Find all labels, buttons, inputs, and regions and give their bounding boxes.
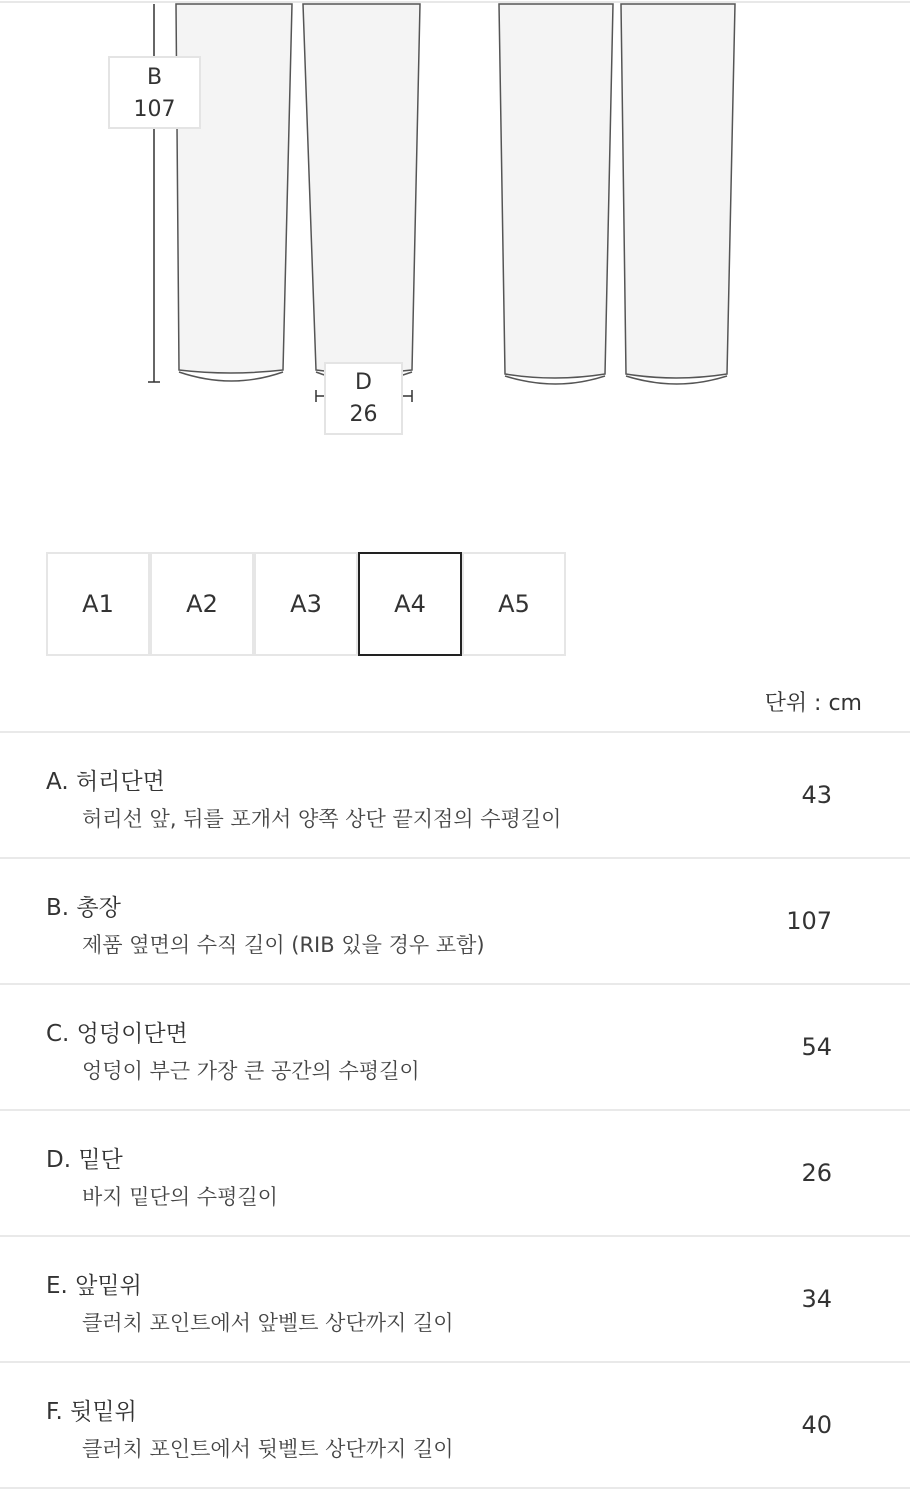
measurement-table <box>0 731 910 1489</box>
pants-diagram <box>0 0 910 480</box>
measurement-row-b <box>0 857 910 983</box>
row-title: F. 뒷밑위 <box>46 1399 137 1425</box>
row-value: 40 <box>801 1411 832 1439</box>
measurement-row-f <box>0 1361 910 1489</box>
measurement-row-e <box>0 1235 910 1361</box>
row-description: 허리선 앞, 뒤를 포개서 양쪽 상단 끝지점의 수평길이 <box>82 807 562 831</box>
row-value: 107 <box>786 907 832 935</box>
dimension-letter-b: B <box>146 65 163 90</box>
unit-label: 단위 : cm <box>764 691 862 716</box>
row-value: 34 <box>801 1285 832 1313</box>
row-value: 26 <box>801 1159 832 1187</box>
size-button-a4[interactable]: A4 <box>358 552 462 656</box>
row-title: D. 밑단 <box>46 1147 123 1173</box>
dimension-value-b: 107 <box>133 97 176 122</box>
row-description: 바지 밑단의 수평길이 <box>82 1185 278 1209</box>
size-button-a3[interactable]: A3 <box>254 552 358 656</box>
measurement-row-d <box>0 1109 910 1235</box>
row-title: C. 엉덩이단면 <box>46 1021 188 1047</box>
row-title: A. 허리단면 <box>46 769 165 795</box>
dimension-letter-d: D <box>355 370 372 395</box>
row-description: 클러치 포인트에서 뒷벨트 상단까지 길이 <box>82 1437 454 1461</box>
row-value: 54 <box>801 1033 832 1061</box>
row-description: 제품 옆면의 수직 길이 (RIB 있을 경우 포함) <box>82 933 485 957</box>
back-left-leg <box>499 4 613 378</box>
row-description: 엉덩이 부근 가장 큰 공간의 수평길이 <box>82 1059 420 1083</box>
measurement-row-c <box>0 983 910 1109</box>
row-title: E. 앞밑위 <box>46 1273 142 1299</box>
row-description: 클러치 포인트에서 앞벨트 상단까지 길이 <box>82 1311 454 1335</box>
back-right-leg <box>621 4 735 378</box>
row-title: B. 총장 <box>46 895 121 921</box>
size-button-a5[interactable]: A5 <box>462 552 566 656</box>
dimension-label-b <box>108 56 201 129</box>
measurement-row-a <box>0 731 910 857</box>
size-button-a1[interactable]: A1 <box>46 552 150 656</box>
row-value: 43 <box>801 781 832 809</box>
dimension-value-d: 26 <box>349 402 378 427</box>
front-right-leg <box>303 4 420 373</box>
size-button-a2[interactable]: A2 <box>150 552 254 656</box>
dimension-label-d <box>324 362 403 435</box>
size-selector <box>46 552 566 656</box>
